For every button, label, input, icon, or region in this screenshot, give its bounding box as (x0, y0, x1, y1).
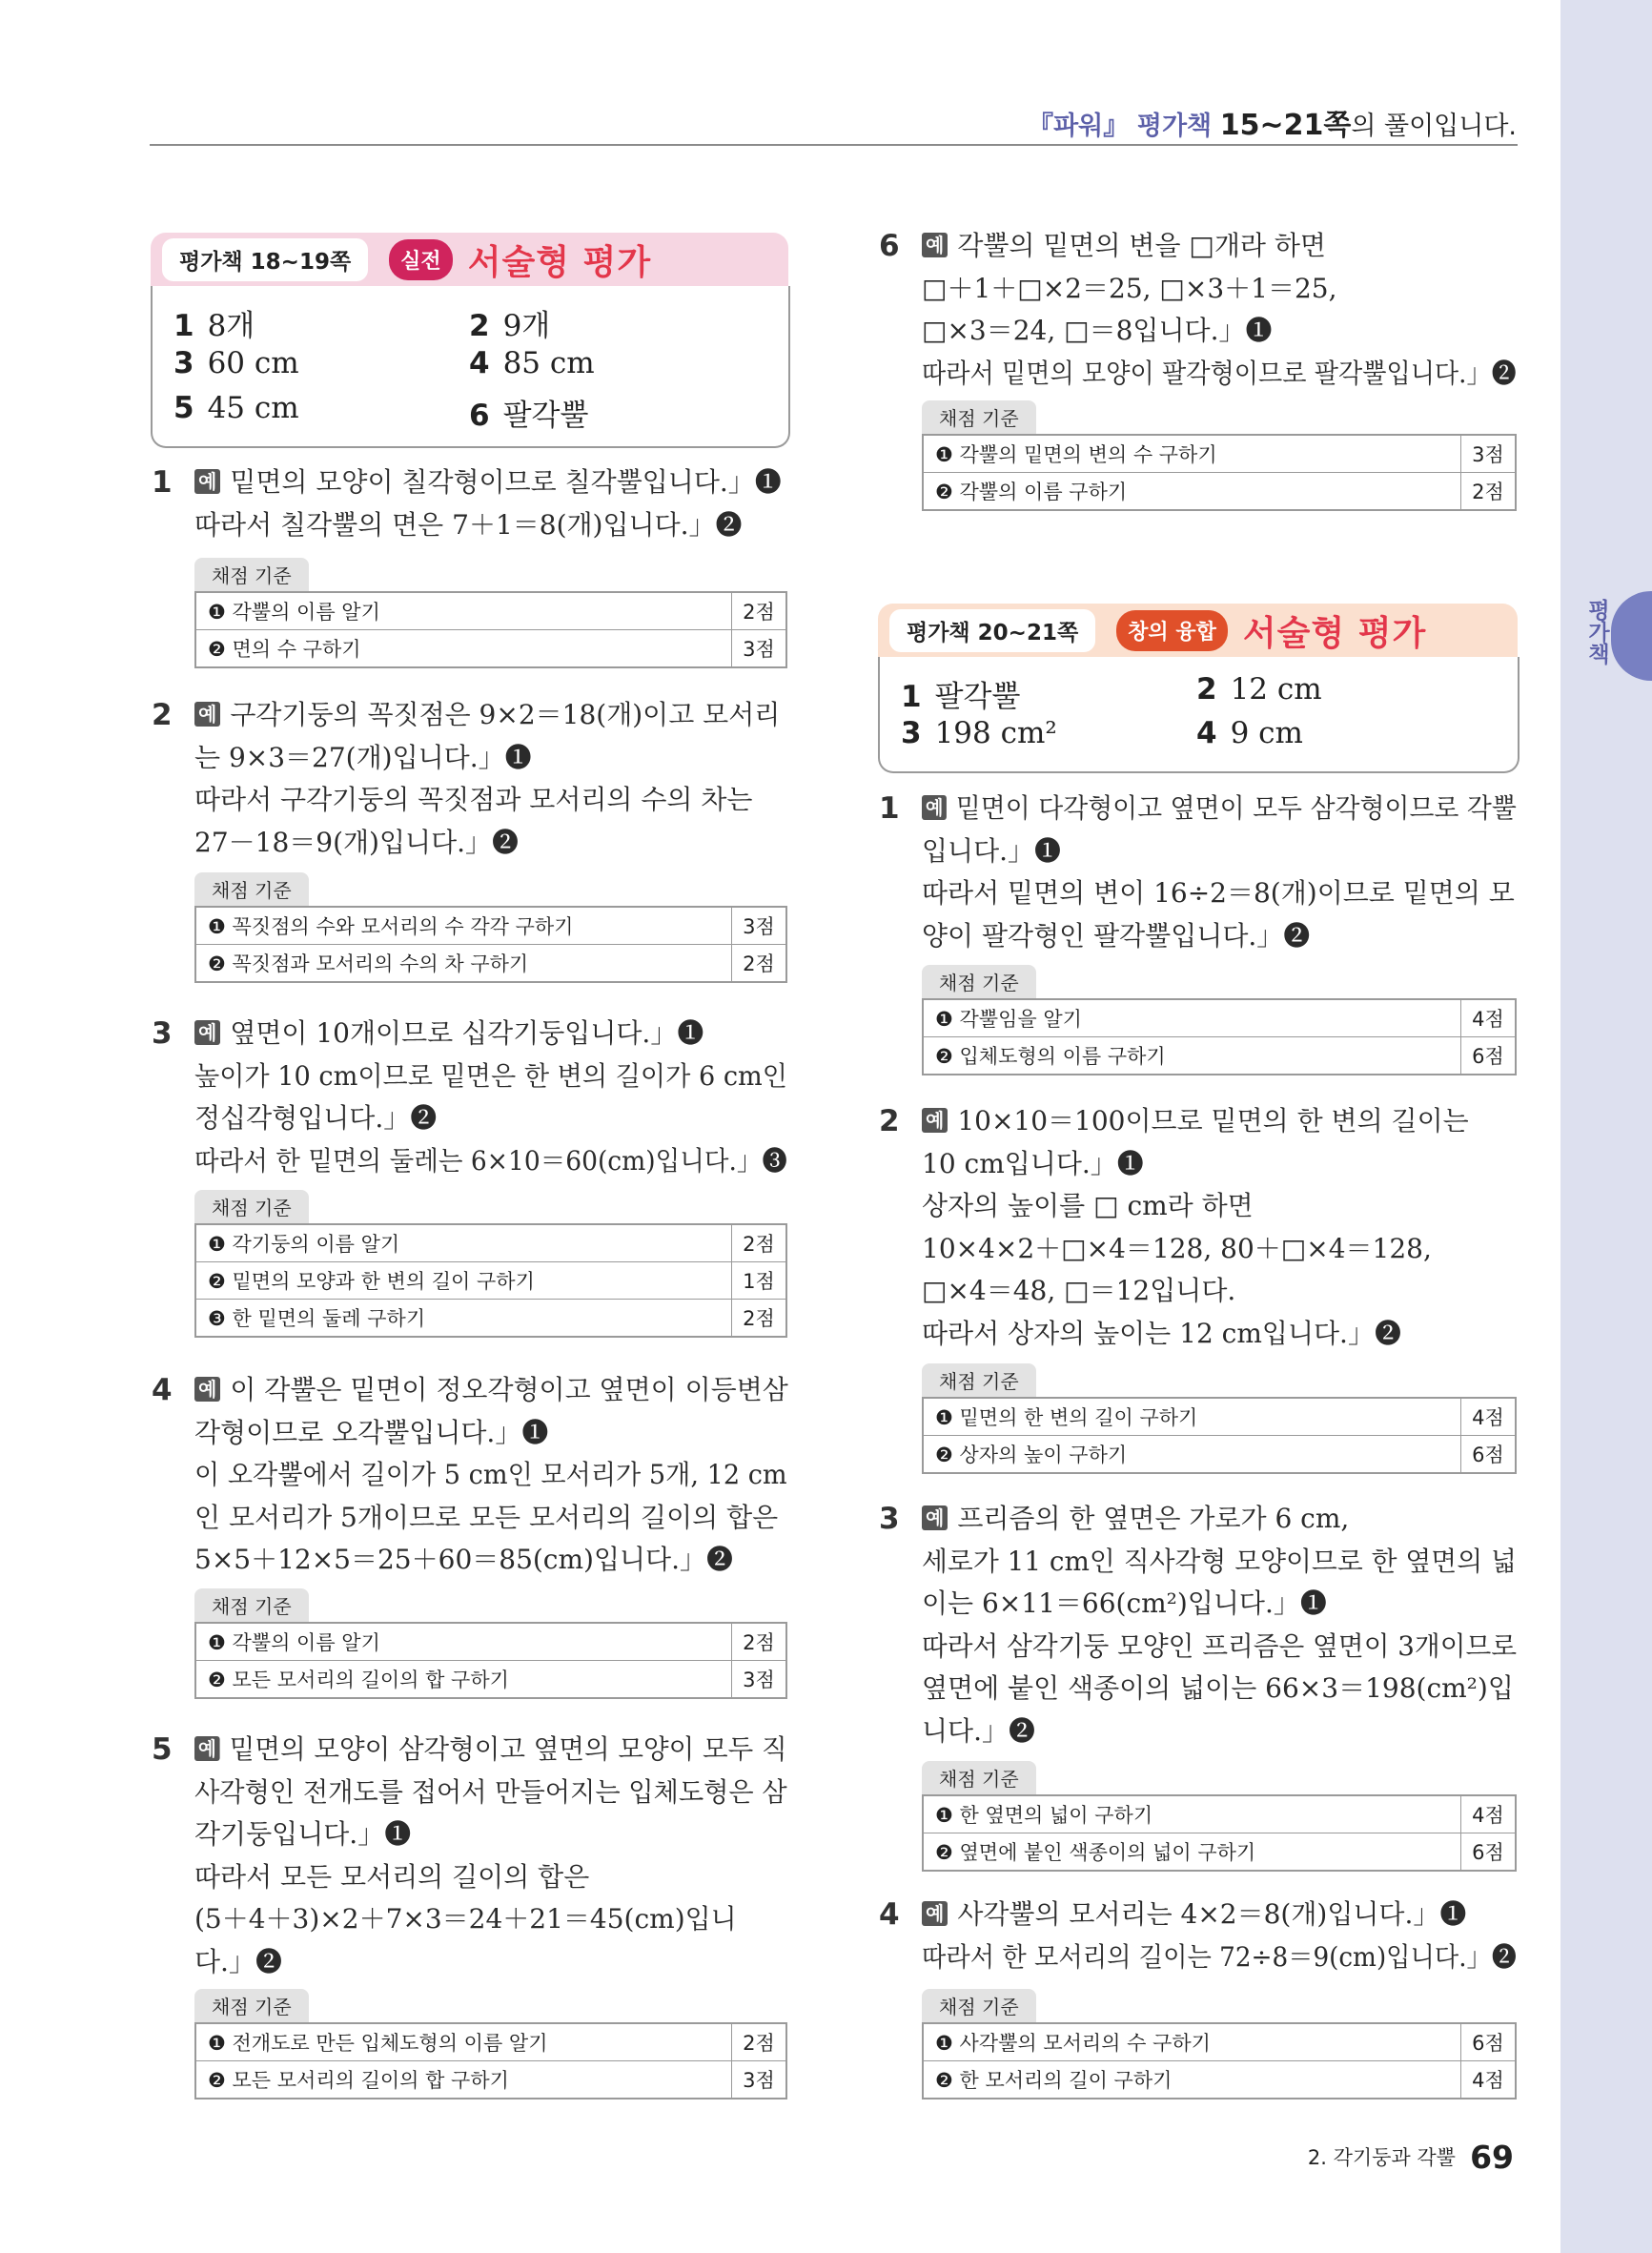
criteria-row (195, 630, 786, 668)
side-margin (1560, 0, 1652, 2253)
solution-text: 밑면이 다각형이고 옆면이 모두 삼각형이므로 각뿔 (955, 792, 1517, 824)
criteria-text: ❶ 사각뿔의 모서리의 수 구하기 (935, 2032, 1211, 2055)
right-box-title: 서술형 평가 (1242, 613, 1427, 653)
solution-line (194, 1140, 787, 1183)
criteria-row (923, 999, 1516, 1037)
criteria-title: 채점 기준 (194, 872, 309, 906)
criteria-row (923, 1037, 1516, 1075)
criteria-points: 2점 (732, 1224, 787, 1262)
left-box-pill: 실전 (389, 239, 453, 280)
criteria-table (922, 2022, 1517, 2099)
answer-item: 3 60 cm (173, 346, 299, 380)
criteria-table (922, 434, 1517, 511)
solution-text: □×4＝48, □＝12입니다. (922, 1275, 1236, 1306)
solution-text: 따라서 상자의 높이는 12 cm입니다.」❷ (922, 1317, 1401, 1349)
scoring-criteria (922, 400, 1517, 511)
solution-text: 다.」❷ (194, 1945, 282, 1977)
solution-number: 4 (152, 1373, 173, 1407)
criteria-points: 6점 (1461, 1833, 1517, 1872)
criteria-points: 4점 (1461, 999, 1517, 1037)
criteria-text: ❷ 옆면에 붙인 색종이의 넓이 구하기 (923, 1833, 1461, 1872)
scoring-criteria (922, 965, 1517, 1075)
right-box-header (878, 604, 1518, 657)
solution-item (152, 1013, 787, 1182)
criteria-table (194, 591, 787, 668)
solution-item (879, 225, 1517, 395)
solution-number: 1 (879, 791, 900, 826)
example-badge: 예 (922, 1108, 948, 1133)
solution-text: 따라서 삼각기둥 모양인 프리즘은 옆면이 3개이므로 (922, 1629, 1518, 1662)
criteria-row (923, 473, 1516, 511)
solution-number: 3 (152, 1016, 173, 1051)
criteria-title: 채점 기준 (922, 965, 1036, 998)
solution-line (922, 225, 1517, 268)
solution-number: 1 (152, 465, 173, 500)
criteria-text: ❶ 각뿔임을 알기 (935, 1008, 1082, 1031)
criteria-points: 3점 (732, 630, 787, 668)
criteria-row (195, 1224, 786, 1262)
solution-item (879, 1498, 1518, 1752)
criteria-row (923, 2023, 1516, 2061)
scoring-criteria (194, 1989, 787, 2099)
solution-text: 각형이므로 오각뿔입니다.」❶ (194, 1416, 549, 1448)
solution-text: 각기둥입니다.」❶ (194, 1818, 412, 1850)
solution-item (152, 1369, 788, 1582)
example-badge: 예 (194, 1736, 220, 1761)
solution-line (194, 1369, 787, 1412)
solution-line (194, 1729, 787, 1772)
solution-number: 5 (152, 1732, 173, 1767)
right-answer-box (878, 657, 1519, 773)
solution-text: 따라서 한 밑면의 둘레는 6×10＝60(cm)입니다.」❸ (194, 1144, 787, 1177)
criteria-row (195, 2061, 786, 2099)
criteria-row (923, 1436, 1516, 1474)
solution-line (922, 1626, 1518, 1669)
solution-item (152, 1729, 787, 1983)
solution-item (879, 788, 1517, 957)
criteria-text: ❷ 면의 수 구하기 (195, 630, 732, 668)
answer-item: 4 85 cm (469, 346, 595, 380)
solution-line (922, 1498, 1517, 1541)
answer-item: 2 12 cm (1196, 672, 1322, 707)
solution-line (922, 915, 1517, 958)
criteria-row (923, 2061, 1516, 2099)
criteria-points: 3점 (732, 1661, 787, 1699)
criteria-points: 3점 (732, 907, 787, 945)
solution-text: 따라서 한 모서리의 길이는 72÷8＝9(cm)입니다.」❷ (922, 1940, 1518, 1973)
criteria-row (195, 592, 786, 630)
solution-text: 10×10＝100이므로 밑면의 한 변의 길이는 (957, 1105, 1469, 1137)
solution-line (922, 1270, 1517, 1313)
criteria-text: ❷ 꼭짓점과 모서리의 수의 차 구하기 (195, 945, 732, 983)
solution-line (194, 737, 787, 780)
solution-text: 이 오각뿔에서 길이가 5 cm인 모서리가 5개, 12 cm (194, 1459, 787, 1490)
solution-line (194, 1497, 787, 1540)
solution-number: 6 (879, 229, 900, 263)
solution-text: 정십각형입니다.」❷ (194, 1102, 438, 1134)
criteria-text: ❷ 상자의 높이 구하기 (923, 1436, 1461, 1474)
criteria-title: 채점 기준 (922, 1363, 1036, 1397)
criteria-points: 3점 (1461, 435, 1517, 473)
solution-text: 입니다.」❶ (922, 834, 1062, 867)
solution-number: 2 (152, 698, 173, 732)
criteria-text: ❷ 밑면의 모양과 한 변의 길이 구하기 (195, 1262, 732, 1300)
solution-text: 이는 6×11＝66(cm²)입니다.」❶ (922, 1587, 1327, 1619)
solution-text: 인 모서리가 5개이므로 모든 모서리의 길이의 합은 (194, 1501, 779, 1533)
solution-line (922, 788, 1517, 830)
solution-line (922, 1100, 1517, 1143)
criteria-row (195, 1661, 786, 1699)
criteria-points: 2점 (1461, 473, 1517, 511)
solution-line (922, 268, 1517, 311)
left-answer-box (151, 286, 790, 448)
criteria-text: ❶ 밑면의 한 변의 길이 구하기 (935, 1406, 1198, 1429)
solution-text: 높이가 10 cm이므로 밑면은 한 변의 길이가 6 cm인 (194, 1059, 787, 1092)
solution-text: 니다.」❷ (922, 1714, 1035, 1747)
solution-line (194, 1772, 787, 1814)
solution-text: 세로가 11 cm인 직사각형 모양이므로 한 옆면의 넓 (922, 1545, 1517, 1577)
criteria-points: 6점 (1461, 1037, 1517, 1075)
criteria-row (195, 1262, 786, 1300)
answer-item: 2 9개 (469, 309, 551, 343)
criteria-row (923, 1833, 1516, 1872)
criteria-row (195, 1300, 786, 1338)
solution-line (194, 461, 787, 504)
criteria-points: 4점 (1461, 1795, 1517, 1833)
example-badge: 예 (922, 795, 947, 820)
solution-text: 이 각뿔은 밑면이 정오각형이고 옆면이 이등변삼 (230, 1374, 788, 1405)
example-badge: 예 (922, 1901, 948, 1926)
answer-item: 1 8개 (173, 309, 255, 343)
example-badge: 예 (922, 1505, 948, 1530)
left-box-title: 서술형 평가 (467, 242, 652, 282)
criteria-text: ❷ 입체도형의 이름 구하기 (923, 1037, 1461, 1075)
solution-line (922, 1583, 1517, 1626)
criteria-title: 채점 기준 (194, 558, 309, 591)
criteria-title: 채점 기준 (922, 400, 1036, 434)
criteria-row (195, 1623, 786, 1661)
criteria-text: ❷ 모든 모서리의 길이의 합 구하기 (195, 2061, 732, 2099)
header-book: 『파워』 (1028, 112, 1130, 141)
criteria-table (922, 1397, 1517, 1474)
page-header (1028, 101, 1517, 143)
solution-text: 사각형인 전개도를 접어서 만들어지는 입체도형은 삼 (194, 1775, 787, 1808)
solution-number: 4 (879, 1897, 900, 1932)
criteria-table (194, 906, 787, 983)
answer-item: 3 198 cm² (901, 716, 1057, 750)
solution-line (194, 1898, 787, 1941)
solution-line (922, 1228, 1517, 1271)
criteria-points: 2점 (732, 2023, 787, 2061)
solution-line (194, 822, 787, 865)
solution-text: 구각기둥의 꼭짓점은 9×2＝18(개)이고 모서리 (230, 699, 781, 730)
solution-text: 밑면의 모양이 칠각형이므로 칠각뿔입니다.」❶ (230, 466, 782, 498)
header-range: 15~21쪽 (1219, 109, 1352, 142)
criteria-points: 6점 (1461, 1436, 1517, 1474)
solution-line (194, 504, 787, 547)
solution-text: 옆면이 10개이므로 십각기둥입니다.」❶ (230, 1017, 704, 1049)
page-number: 69 (1470, 2139, 1514, 2176)
criteria-title: 채점 기준 (194, 1989, 309, 2022)
solution-line (922, 1185, 1517, 1228)
solution-line (922, 1313, 1517, 1356)
solution-item (879, 1100, 1517, 1355)
scoring-criteria (922, 1989, 1517, 2099)
solution-line (194, 1941, 787, 1984)
criteria-title: 채점 기준 (922, 1761, 1036, 1794)
header-suffix: 의 풀이입니다. (1351, 112, 1517, 141)
criteria-title: 채점 기준 (194, 1190, 309, 1223)
solution-line (194, 1412, 787, 1455)
header-rule (150, 144, 1518, 146)
criteria-row (923, 435, 1516, 473)
solution-text: 따라서 구각기둥의 꼭짓점과 모서리의 수의 차는 (194, 784, 753, 815)
criteria-points: 2점 (732, 1623, 787, 1661)
criteria-text: ❶ 전개도로 만든 입체도형의 이름 알기 (208, 2032, 548, 2055)
solution-text: 밑면의 모양이 삼각형이고 옆면의 모양이 모두 직 (229, 1733, 787, 1765)
criteria-text: ❷ 모든 모서리의 길이의 합 구하기 (195, 1661, 732, 1699)
scoring-criteria (922, 1363, 1517, 1474)
solution-text: 각뿔의 밑면의 변을 □개라 하면 (957, 230, 1326, 261)
solution-number: 3 (879, 1502, 900, 1536)
answer-item: 4 9 cm (1196, 716, 1303, 750)
answer-item: 6 팔각뿔 (469, 399, 589, 433)
criteria-row (195, 945, 786, 983)
criteria-points: 1점 (732, 1262, 787, 1300)
criteria-text: ❶ 한 옆면의 넓이 구하기 (935, 1804, 1153, 1827)
solution-text: □×3＝24, □＝8입니다.」❶ (922, 315, 1273, 346)
solution-line (922, 1710, 1517, 1753)
page-footer (1308, 2139, 1514, 2176)
criteria-title: 채점 기준 (922, 1989, 1036, 2022)
scoring-criteria (194, 1190, 787, 1338)
solution-text: 상자의 높이를 □ cm라 하면 (922, 1190, 1254, 1221)
solution-text: (5＋4＋3)×2＋7×3＝24＋21＝45(cm)입니 (194, 1903, 737, 1935)
criteria-text: ❸ 한 밑면의 둘레 구하기 (195, 1300, 732, 1338)
criteria-points: 6점 (1461, 2023, 1517, 2061)
side-tab-label: 평가책 (1584, 599, 1609, 665)
solution-text: 10×4×2＋□×4＝128, 80＋□×4＝128, (922, 1232, 1432, 1264)
left-box-page-tag: 평가책 18~19쪽 (162, 238, 368, 281)
criteria-text: ❶ 각뿔의 이름 알기 (208, 601, 380, 624)
criteria-title: 채점 기준 (194, 1588, 309, 1622)
criteria-text: ❶ 꼭짓점의 수와 모서리의 수 각각 구하기 (208, 915, 574, 938)
solution-text: 옆면에 붙인 색종이의 넓이는 66×3＝198(cm²)입 (922, 1672, 1514, 1704)
answer-item: 1 팔각뿔 (901, 680, 1021, 714)
solution-text: 는 9×3＝27(개)입니다.」❶ (194, 741, 532, 773)
scoring-criteria (194, 872, 787, 983)
solution-line (922, 872, 1517, 915)
solution-line (194, 1856, 787, 1899)
solution-line (194, 1013, 787, 1055)
solution-text: 따라서 밑면의 모양이 팔각형이므로 팔각뿔입니다.」❷ (922, 357, 1517, 389)
criteria-points: 2점 (732, 592, 787, 630)
criteria-table (194, 1223, 787, 1338)
criteria-points: 4점 (1461, 1398, 1517, 1436)
criteria-text: ❶ 각뿔의 이름 알기 (208, 1631, 380, 1654)
solution-text: 사각뿔의 모서리는 4×2＝8(개)입니다.」❶ (957, 1898, 1467, 1930)
scoring-criteria (194, 1588, 787, 1699)
solution-line (194, 1813, 787, 1856)
right-box-pill: 창의 융합 (1116, 610, 1228, 651)
criteria-table (194, 2022, 787, 2099)
solution-text: 10 cm입니다.」❶ (922, 1147, 1144, 1179)
example-badge: 예 (194, 1377, 220, 1402)
solution-line (194, 1097, 787, 1140)
criteria-points: 2점 (732, 1300, 787, 1338)
criteria-row (195, 2023, 786, 2061)
header-eval-label: 평가책 (1136, 112, 1213, 141)
solution-line (922, 830, 1517, 873)
solution-line (194, 1539, 787, 1582)
example-badge: 예 (194, 702, 220, 727)
solution-text: □＋1＋□×2＝25, □×3＋1＝25, (922, 272, 1337, 304)
solution-line (922, 1936, 1518, 1979)
criteria-row (195, 907, 786, 945)
solution-line (922, 1894, 1517, 1936)
example-badge: 예 (922, 233, 948, 257)
solution-text: 따라서 모든 모서리의 길이의 합은 (194, 1860, 590, 1893)
solution-text: 프리즘의 한 옆면은 가로가 6 cm, (957, 1503, 1350, 1534)
footer-chapter: 2. 각기둥과 각뿔 (1307, 2146, 1456, 2169)
scoring-criteria (194, 558, 787, 668)
solution-text: 27－18＝9(개)입니다.」❷ (194, 826, 520, 858)
criteria-points: 2점 (732, 945, 787, 983)
solution-line (922, 1668, 1517, 1710)
solution-line (194, 1454, 787, 1497)
example-badge: 예 (194, 1020, 220, 1045)
solution-text: 따라서 밑면의 변이 16÷2＝8(개)이므로 밑면의 모 (922, 877, 1515, 909)
solution-text: 5×5＋12×5＝25＋60＝85(cm)입니다.」❷ (194, 1544, 734, 1575)
solution-line (922, 310, 1517, 353)
criteria-text: ❶ 각뿔의 밑면의 변의 수 구하기 (935, 443, 1217, 466)
solution-number: 2 (879, 1104, 900, 1138)
example-badge: 예 (194, 469, 220, 494)
criteria-row (923, 1795, 1516, 1833)
criteria-table (194, 1622, 787, 1699)
solution-item (152, 461, 787, 546)
answer-item: 5 45 cm (173, 391, 299, 425)
criteria-table (922, 1794, 1517, 1872)
criteria-text: ❷ 한 모서리의 길이 구하기 (923, 2061, 1461, 2099)
solution-line (922, 1541, 1517, 1584)
criteria-table (922, 998, 1517, 1075)
solution-text: 양이 팔각형인 팔각뿔입니다.」❷ (922, 919, 1311, 952)
solution-line (922, 1143, 1517, 1186)
criteria-points: 4점 (1461, 2061, 1517, 2099)
criteria-row (923, 1398, 1516, 1436)
criteria-text: ❶ 각기둥의 이름 알기 (208, 1233, 400, 1256)
solution-text: 따라서 칠각뿔의 면은 7＋1＝8(개)입니다.」❷ (194, 508, 743, 541)
solution-line (194, 779, 787, 822)
solution-line (194, 1055, 787, 1098)
right-box-page-tag: 평가책 20~21쪽 (889, 609, 1095, 652)
criteria-points: 3점 (732, 2061, 787, 2099)
criteria-text: ❷ 각뿔의 이름 구하기 (923, 473, 1461, 511)
solution-line (194, 694, 787, 737)
solution-item (879, 1894, 1518, 1978)
left-box-header (151, 233, 788, 286)
solution-item (152, 694, 787, 864)
scoring-criteria (922, 1761, 1517, 1872)
solution-line (922, 353, 1517, 396)
